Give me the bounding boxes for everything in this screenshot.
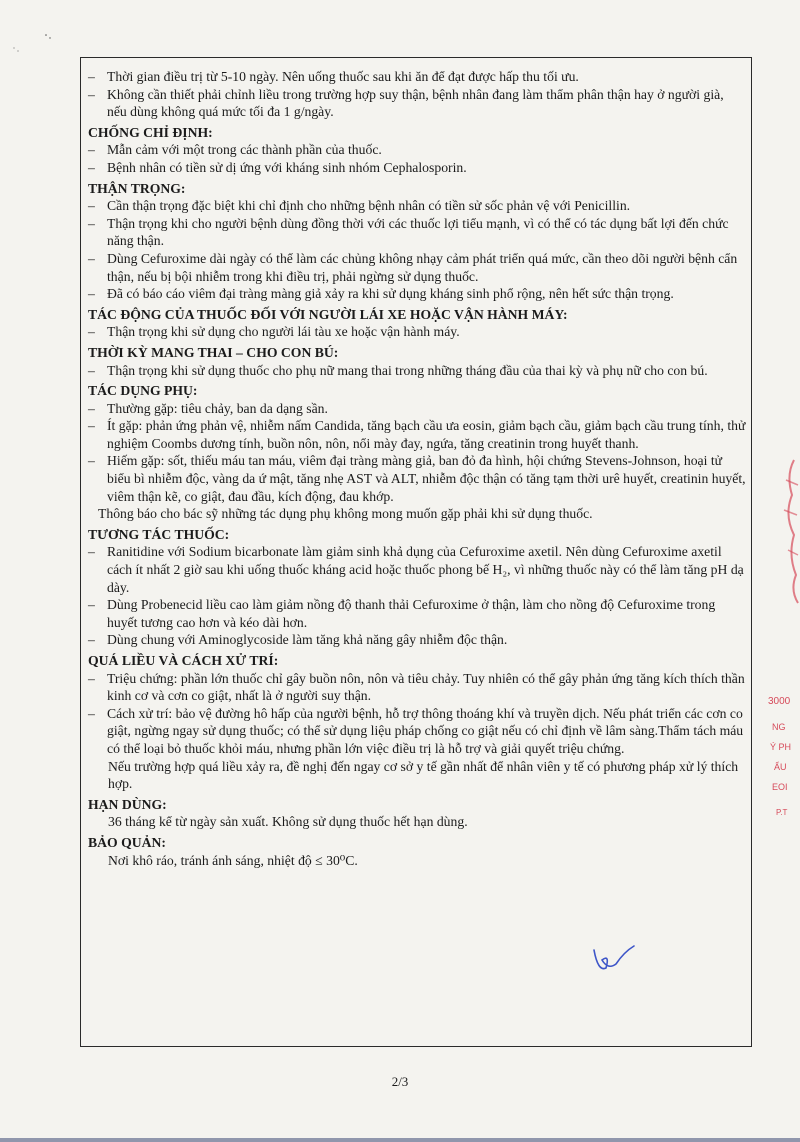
list-item	[88, 250, 746, 285]
list-item-text: Mẫn cảm với một trong các thành phần của thuốc.	[107, 142, 382, 158]
bullet-dash: –	[88, 286, 95, 302]
bullet-dash: –	[88, 400, 95, 416]
section-heading: CHỐNG CHỈ ĐỊNH:	[88, 124, 213, 140]
bullet-dash: –	[88, 215, 95, 231]
bullet-dash: –	[88, 705, 95, 721]
bullet-dash: –	[88, 250, 95, 266]
list-item-text: Ít gặp: phản ứng phản vệ, nhiễm nấm Candida, tăng bạch cầu ưa eosin, giảm bạch cầu, giảm bạch cầu trung tính, thử nghiệm Coombs dương tính, buồn nôn, nôn, nổi mày đay, ngứa, tăng creatinin trong huyết thanh.	[107, 418, 746, 451]
list-item	[88, 323, 746, 341]
list-item	[88, 631, 746, 649]
list-item	[88, 215, 746, 250]
list-item-text: Thời gian điều trị từ 5-10 ngày. Nên uống thuốc sau khi ăn để đạt được hấp thu tối ưu.	[107, 69, 579, 84]
section-heading: TÁC DỤNG PHỤ:	[88, 383, 198, 399]
section-heading: THỜI KỲ MANG THAI – CHO CON BÚ:	[88, 344, 339, 360]
bullet-dash: –	[88, 142, 95, 158]
list-item-text: Cần thận trọng đặc biệt khi chỉ định cho những bệnh nhân có tiền sử sốc phản vệ với Penicillin.	[107, 198, 631, 214]
list-item-text: Bệnh nhân có tiền sử dị ứng với kháng sinh nhóm Cephalosporin.	[107, 159, 467, 175]
bullet-dash: –	[88, 418, 95, 434]
list-item	[88, 452, 746, 505]
list-item-text: Cách xử trí: bảo vệ đường hô hấp của người bệnh, hỗ trợ thông thoáng khí và truyền dịch. Nếu phát triển các cơn co giật, ngừng ngay sử dụng thuốc; có thể sử dụng liệu pháp chống co giật nếu có chỉ định về lâm sàng.Thẩm tách máu có thể loại bỏ thuốc khỏi máu, nhưng phần lớn việc điều trị là hỗ trợ và giải quyết triệu chứng.	[107, 705, 744, 756]
bullet-dash: –	[88, 198, 95, 214]
section-heading: BẢO QUẢN:	[88, 834, 166, 850]
list-item	[88, 400, 746, 418]
document-body	[88, 68, 746, 869]
section-heading: QUÁ LIỀU VÀ CÁCH XỬ TRÍ:	[88, 653, 279, 668]
scan-marks	[10, 30, 60, 60]
paragraph: Nơi khô ráo, tránh ánh sáng, nhiệt độ ≤ 30⁰C.	[108, 852, 358, 868]
list-item-text: Dùng Probenecid liều cao làm giảm nồng độ thanh thải Cefuroxime ở thận, làm cho nồng độ Cefuroxime trong huyết tương cao hơn và kéo dài hơn.	[107, 597, 716, 630]
bullet-dash: –	[88, 453, 95, 469]
list-item	[88, 197, 746, 215]
bullet-dash: –	[88, 597, 95, 613]
section-heading: TÁC ĐỘNG CỦA THUỐC ĐỐI VỚI NGƯỜI LÁI XE HOẶC VẬN HÀNH MÁY:	[88, 306, 568, 322]
list-item	[88, 68, 746, 86]
list-item	[88, 705, 746, 758]
list-item	[88, 670, 746, 705]
stamp-text-5: EOI	[772, 782, 788, 792]
bullet-dash: –	[88, 632, 95, 648]
list-item-text: Không cần thiết phải chỉnh liều trong trường hợp suy thận, bệnh nhân đang làm thẩm phân thận hay ở người già, nếu dùng không quá mức tối đa 1 g/ngày.	[107, 86, 724, 120]
list-item-text: Dùng chung với Aminoglycoside làm tăng khả năng gây nhiễm độc thận.	[107, 632, 508, 648]
list-item	[88, 159, 746, 177]
stamp-text-2: NG	[772, 722, 786, 732]
list-item	[88, 86, 746, 121]
scan-edge	[0, 1138, 800, 1142]
bullet-dash: –	[88, 544, 95, 560]
list-item-text: Thận trọng khi sử dụng thuốc cho phụ nữ mang thai trong những tháng đầu của thai kỳ và phụ nữ cho con bú.	[107, 362, 708, 378]
stamp-text-4: ẨU	[774, 762, 787, 772]
list-item	[88, 362, 746, 380]
paragraph: Nếu trường hợp quá liều xảy ra, đề nghị đến ngay cơ sở y tế gần nhất để nhân viên y tế có phương pháp xử lý thích hợp.	[108, 758, 739, 792]
paragraph: 36 tháng kể từ ngày sản xuất. Không sử dụng thuốc hết hạn dùng.	[108, 814, 468, 830]
list-item-text: Ranitidine với Sodium bicarbonate làm giảm sinh khả dụng của Cefuroxime axetil. Nên dùng Cefuroxime axetil cách ít nhất 2 giờ sau khi uống thuốc kháng acid hoặc thuốc phong bế H₂, vì những thuốc này có thể làm tăng pH dạ dày.	[107, 544, 744, 595]
bullet-dash: –	[88, 86, 95, 102]
stamp-text-3: Ý PH	[770, 742, 792, 752]
list-item-text: Hiếm gặp: sốt, thiếu máu tan máu, viêm đại tràng màng giả, ban đỏ đa hình, hội chứng Stevens-Johnson, hoại tử biểu bì nhiễm độc, vàng da ứ mật, tăng nhẹ AST và ALT, nhiễm độc thận có tăng tạm thời urê huyết, creatinin huyết, viêm thận kẽ, co giật, đau đầu, kích động, đau khớp.	[107, 453, 746, 504]
section-heading: THẬN TRỌNG:	[88, 180, 186, 196]
list-item	[88, 285, 746, 303]
list-item	[88, 543, 746, 596]
list-item	[88, 141, 746, 159]
section-heading: HẠN DÙNG:	[88, 796, 167, 812]
list-item-text: Dùng Cefuroxime dài ngày có thể làm các chủng không nhạy cảm phát triển quá mức, cần theo dõi người bệnh cẩn thận, nếu bị bội nhiễm trong khi điều trị, phải ngừng sử dụng thuốc.	[107, 250, 738, 284]
bullet-dash: –	[88, 324, 95, 340]
page-number: 2/3	[391, 1074, 409, 1089]
signature	[588, 942, 638, 978]
list-item	[88, 596, 746, 631]
list-item-text: Thường gặp: tiêu chảy, ban da dạng sần.	[107, 400, 328, 416]
list-item-text: Đã có báo cáo viêm đại tràng màng giả xảy ra khi sử dụng kháng sinh phổ rộng, nên hết sức thận trọng.	[107, 286, 674, 302]
section-heading: TƯƠNG TÁC THUỐC:	[88, 526, 230, 542]
stamp-text-1: 3000	[768, 696, 791, 707]
red-stamp-fragment-2	[764, 690, 800, 830]
stamp-text-6: P.T	[776, 808, 788, 817]
list-item-text: Thận trọng khi cho người bệnh dùng đồng thời với các thuốc lợi tiểu mạnh, vì có thể có tác dụng bất lợi đến chức năng thận.	[107, 215, 729, 249]
list-item	[88, 417, 746, 452]
bullet-dash: –	[88, 69, 95, 84]
bullet-dash: –	[88, 159, 95, 175]
bullet-dash: –	[88, 362, 95, 378]
note-paragraph: Thông báo cho bác sỹ những tác dụng phụ không mong muốn gặp phải khi sử dụng thuốc.	[98, 506, 593, 522]
red-stamp-fragment	[764, 455, 800, 605]
bullet-dash: –	[88, 670, 95, 686]
list-item-text: Triệu chứng: phần lớn thuốc chỉ gây buồn nôn, nôn và tiêu chảy. Tuy nhiên có thể gây phản ứng tăng kích thích thần kinh cơ và cơn co giật, nhất là ở người suy thận.	[107, 670, 745, 704]
list-item-text: Thận trọng khi sử dụng cho người lái tàu xe hoặc vận hành máy.	[107, 324, 460, 340]
